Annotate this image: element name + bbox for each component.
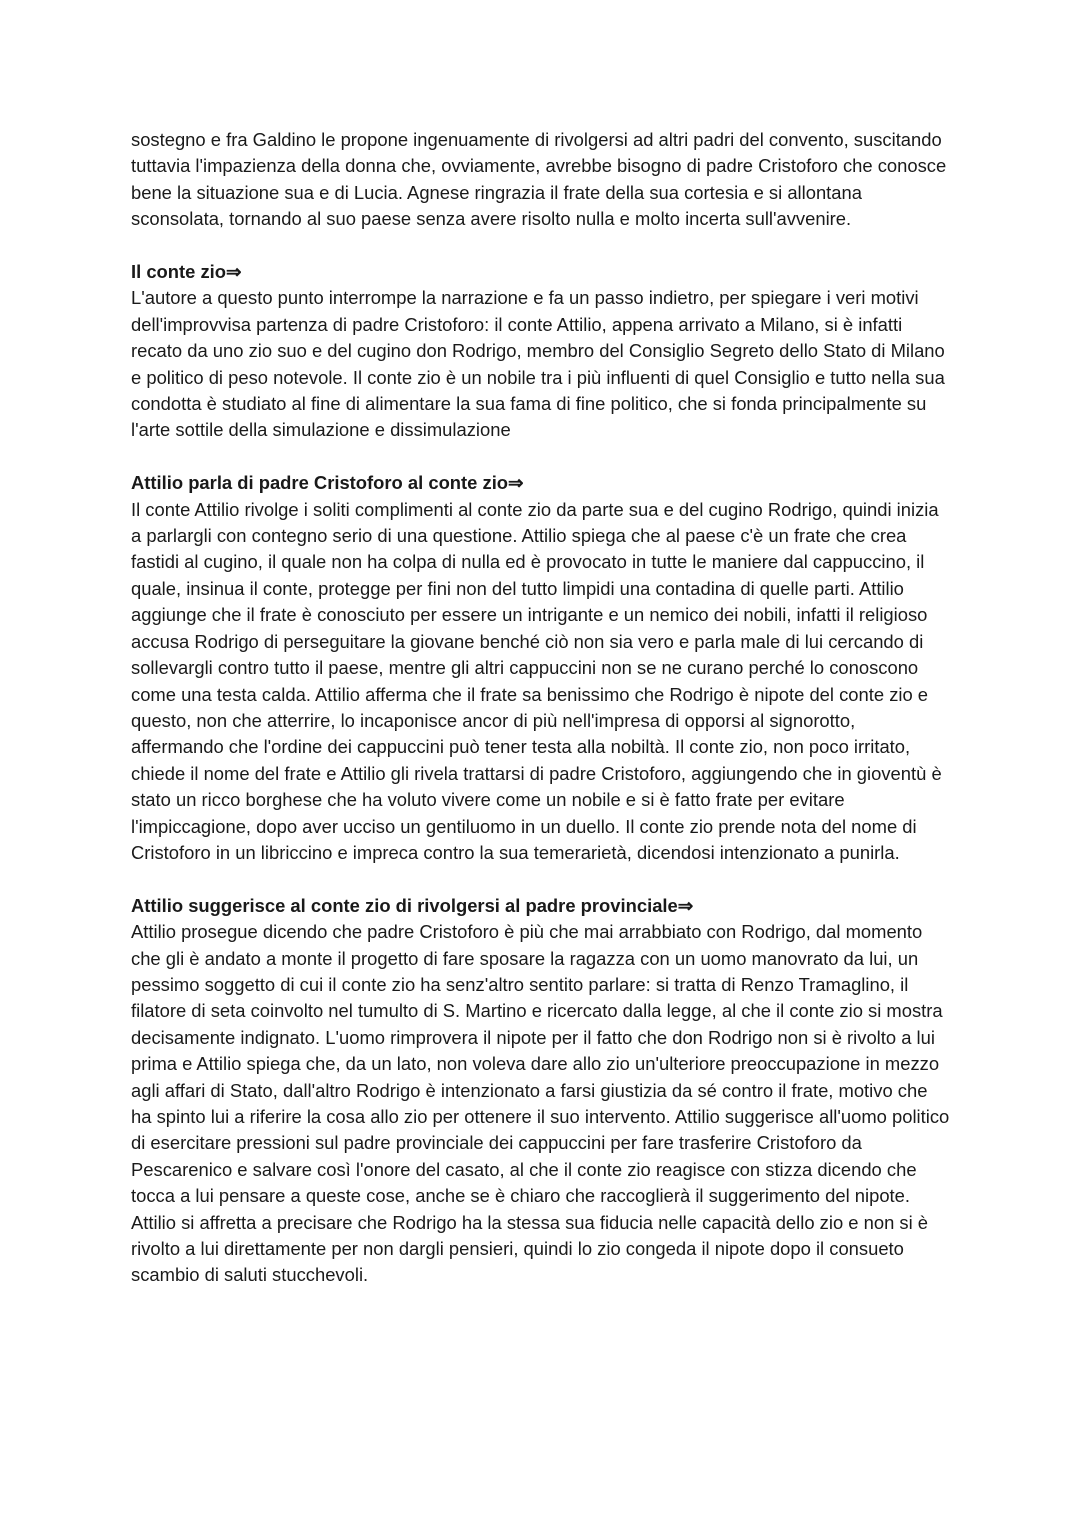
- section-paragraph: Il conte Attilio rivolge i soliti complimenti al conte zio da parte sua e del cugino Rodrigo, quindi inizia a parlargli con contegno serio di una questione. Attilio spiega che al paese c'è un frate che crea fastidi al cugino, il quale non ha colpa di nulla ed è provocato in tutte le maniere dal cappuccino, il quale, insinua il conte, protegge per fini non del tutto limpidi una contadina di quelle parti. Attilio aggiunge che il frate è conosciuto per essere un intrigante e un nemico dei nobili, infatti il religioso accusa Rodrigo di perseguitare la giovane benché ciò non sia vero e parla male di lui cercando di sollevargli contro tutto il paese, mentre gli altri cappuccini non se ne curano perché lo conoscono come una testa calda. Attilio afferma che il frate sa benissimo che Rodrigo è nipote del conte zio e questo, non che atterrire, lo incaponisce ancor di più nell'impresa di opporsi al signorotto, affermando che l'ordine dei cappuccini può tener testa alla nobiltà. Il conte zio, non poco irritato, chiede il nome del frate e Attilio gli rivela trattarsi di padre Cristoforo, aggiungendo che in gioventù è stato un ricco borghese che ha voluto vivere come un nobile e si è fatto frate per evitare l'impiccagione, dopo aver ucciso un gentiluomo in un duello. Il conte zio prende nota del nome di Cristoforo in un libriccino e impreca contro la sua temerarietà, dicendosi intenzionato a punirla.: [131, 498, 942, 863]
- section-attilio-parla: [131, 470, 951, 866]
- section-heading: Attilio suggerisce al conte zio di rivolgersi al padre provinciale⇒: [131, 894, 694, 916]
- section-heading: Il conte zio⇒: [131, 261, 242, 283]
- section-attilio-suggerisce: [131, 893, 951, 1289]
- section-paragraph: L'autore a questo punto interrompe la narrazione e fa un passo indietro, per spiegare i veri motivi dell'improvvisa partenza di padre Cristoforo: il conte Attilio, appena arrivato a Milano, si è infatti recato da uno zio suo e del cugino don Rodrigo, membro del Consiglio Segreto dello Stato di Milano e politico di peso notevole. Il conte zio è un nobile tra i più influenti di quel Consiglio e tutto nella sua condotta è studiato al fine di alimentare la sua fama di fine politico, che si fonda principalmente su l'arte sottile della simulazione e dissimulazione: [131, 287, 945, 441]
- section-paragraph: Attilio prosegue dicendo che padre Cristoforo è più che mai arrabbiato con Rodrigo, dal momento che gli è andato a monte il progetto di fare sposare la ragazza con un uomo manovrato da lui, un pessimo soggetto di cui il conte zio ha senz'altro sentito parlare: si tratta di Renzo Tramaglino, il filatore di seta coinvolto nel tumulto di S. Martino e ricercato dalla legge, al che il conte zio si mostra decisamente indignato. L'uomo rimprovera il nipote per il fatto che don Rodrigo non si è rivolto a lui prima e Attilio spiega che, da un lato, non voleva dare allo zio un'ulteriore preoccupazione in mezzo agli affari di Stato, dall'altro Rodrigo è intenzionato a farsi giustizia da sé contro il frate, motivo che ha spinto lui a riferire la cosa allo zio per ottenere il suo intervento. Attilio suggerisce all'uomo politico di esercitare pressioni sul padre provinciale dei cappuccini per fare trasferire Cristoforo da Pescarenico e salvare così l'onore del casato, al che il conte zio reagisce con stizza dicendo che tocca a lui pensare a queste cose, anche se è chiaro che raccoglierà il suggerimento del nipote. Attilio si affretta a precisare che Rodrigo ha la stessa sua fiducia nelle capacità dello zio e non si è rivolto a lui direttamente per non dargli pensieri, quindi lo zio congeda il nipote dopo il consueto scambio di saluti stucchevoli.: [131, 921, 950, 1286]
- section-heading: Attilio parla di padre Cristoforo al conte zio⇒: [131, 472, 524, 494]
- section-conte-zio: [131, 259, 951, 444]
- intro-paragraph: sostegno e fra Galdino le propone ingenuamente di rivolgersi ad altri padri del convento, suscitando tuttavia l'impazienza della donna che, ovviamente, avrebbe bisogno di padre Cristoforo che conosce bene la situazione sua e di Lucia. Agnese ringrazia il frate della sua cortesia e si allontana sconsolata, tornando al suo paese senza avere risolto nulla e molto incerta sull'avvenire.: [131, 129, 947, 230]
- document-page: [131, 127, 951, 1315]
- intro-block: [131, 127, 951, 233]
